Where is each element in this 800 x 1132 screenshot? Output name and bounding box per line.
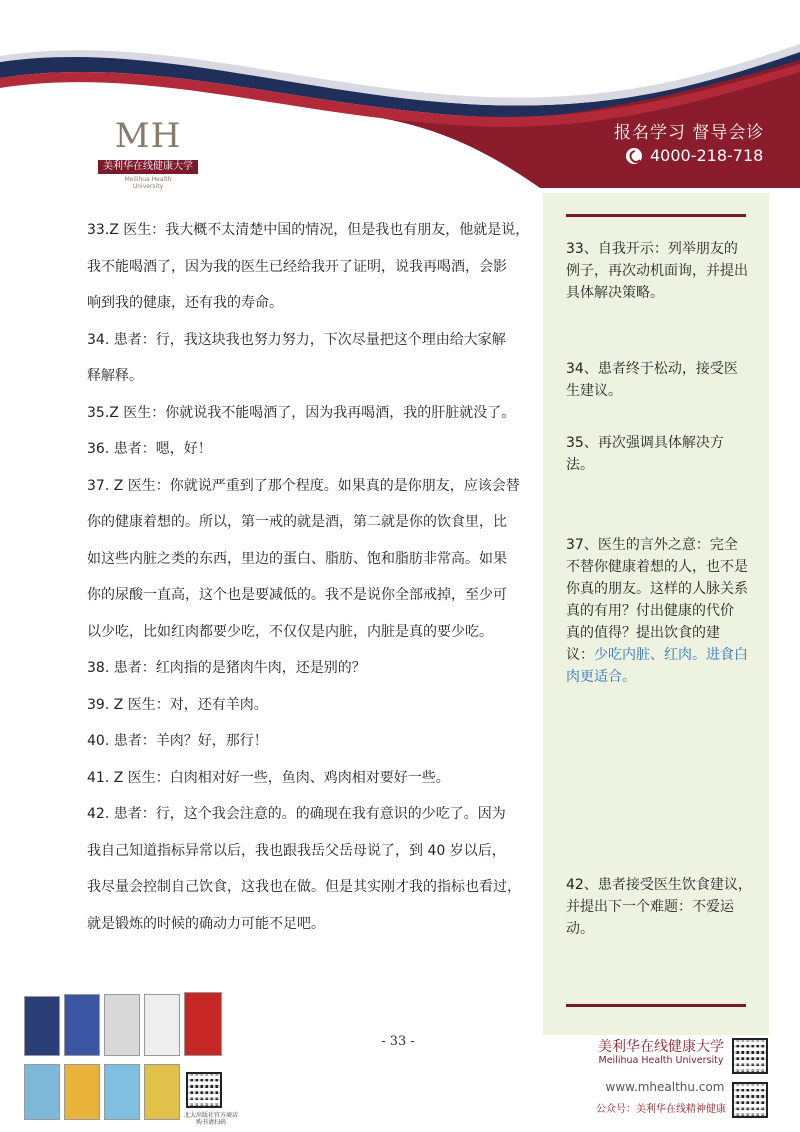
footer-brand: 美利华在线健康大学	[598, 1039, 724, 1055]
note-line: 42、患者接受医生饮食建议，	[566, 877, 752, 893]
dialogue-line: 38. 患者：红肉指的是猪肉牛肉，还是别的？	[87, 660, 366, 676]
note-line: 并提出下一个难题：不爱运	[566, 899, 734, 915]
header-phone	[626, 146, 796, 165]
dialogue-line: 37. Z 医生：你就说严重到了那个程度。如果真的是你朋友，应该会替	[87, 477, 520, 494]
phone-number: 4000-218-718	[650, 146, 764, 165]
qr-code-icon	[732, 1038, 768, 1074]
dialogue-line: 36. 患者：嗯，好！	[87, 441, 212, 457]
note-line: 你真的朋友。这样的人脉关系	[566, 581, 748, 597]
book-cover	[184, 992, 222, 1056]
book-cover	[144, 994, 180, 1056]
footer-wechat: 公众号：美利华在线精神健康	[596, 1104, 726, 1115]
note-37	[566, 534, 756, 688]
dialogue-line: 42. 患者：行，这个我会注意的。的确现在我有意识的少吃了。因为	[87, 806, 506, 822]
note-line: 不替你健康着想的人，也不是	[566, 559, 748, 575]
phone-icon	[626, 148, 642, 164]
dialogue-line: 以少吃，比如红肉都要少吃，不仅仅是内脏，内脏是真的要少吃。	[87, 623, 493, 640]
note-line: 35、再次强调具体解决方	[566, 435, 724, 451]
logo-mark: MH	[114, 116, 182, 156]
dialogue-line: 响到我的健康，还有我的寿命。	[87, 295, 283, 311]
book-cover	[24, 1064, 60, 1120]
note-line: 37、医生的言外之意：完全	[566, 537, 738, 553]
book-cover	[24, 996, 60, 1056]
note-line: 34、患者终于松动，接受医	[566, 361, 738, 377]
book-cover	[144, 1064, 180, 1120]
qr-code-icon	[732, 1082, 768, 1118]
dialogue-line: 34. 患者：行，我这块我也努力努力，下次尽量把这个理由给大家解	[87, 331, 506, 348]
page-header	[0, 0, 800, 200]
qr-caption: 北大出版社官方商店 购书请扫码	[183, 1112, 238, 1126]
dialogue-line: 41. Z 医生：白肉相对好一些，鱼肉、鸡肉相对要好一些。	[87, 769, 450, 786]
dialogue-line: 就是锻炼的时候的确动力可能不足吧。	[87, 915, 325, 932]
book-cover	[104, 994, 140, 1056]
dialogue-line: 释解释。	[87, 368, 143, 384]
note-line: 例子，再次动机面询，并提出	[566, 263, 748, 279]
note-line: 33、自我开示：列举朋友的	[566, 241, 738, 257]
note-line: 具体解决策略。	[566, 285, 664, 301]
sidebar-top-rule	[566, 214, 746, 217]
qr-code-icon	[186, 1072, 222, 1108]
note-line: 生建议。	[566, 383, 622, 399]
page-number: - 33 -	[381, 1034, 415, 1049]
book-cover	[104, 1064, 140, 1120]
note-42	[566, 874, 756, 940]
dialogue-line: 40. 患者：羊肉？好，那行！	[87, 733, 268, 749]
logo-band-text: 美利华在线健康大学	[98, 160, 198, 174]
sidebar-bottom-rule	[566, 1004, 746, 1007]
logo-subtitle: Meilihua Health University	[124, 176, 172, 190]
note-line	[566, 644, 756, 666]
header-slogan: 报名学习 督导会诊	[614, 123, 765, 143]
note-highlight: 肉更适合。	[566, 669, 636, 685]
footer-url: www.mhealthu.com	[605, 1080, 725, 1094]
dialogue-line: 如这些内脏之类的东西，里边的蛋白、脂肪、饱和脂肪非常高。如果	[87, 550, 507, 567]
footer-brand-en: Meilihua Health University	[598, 1055, 724, 1066]
book-cover	[64, 1064, 100, 1120]
note-line: 真的有用？付出健康的代价	[566, 603, 734, 619]
book-cover	[64, 994, 100, 1056]
dialogue-line: 我自己知道指标异常以后，我也跟我岳父岳母说了，到 40 岁以后，	[87, 842, 506, 859]
note-33	[566, 238, 756, 304]
note-34	[566, 358, 756, 402]
dialogue-line: 你的尿酸一直高，这个也是要减低的。我不是说你全部戒掉，至少可	[87, 587, 507, 603]
note-highlight: 少吃内脏、红肉。进食白	[594, 647, 748, 663]
dialogue-line: 我尽量会控制自己饮食，这我也在做。但是其实刚才我的指标也看过，	[87, 879, 521, 895]
dialogue-body	[87, 212, 532, 942]
dialogue-line: 35.Z 医生：你就说我不能喝酒了，因为我再喝酒，我的肝脏就没了。	[87, 404, 516, 421]
note-line: 动。	[566, 921, 594, 937]
dialogue-line: 33.Z 医生：我大概不太清楚中国的情况，但是我也有朋友，他就是说，	[87, 222, 530, 238]
dialogue-line: 我不能喝酒了，因为我的医生已经给我开了证明，说我再喝酒，会影	[87, 258, 507, 275]
note-text: 议：	[566, 647, 594, 663]
note-line: 真的值得？提出饮食的建	[566, 625, 720, 641]
dialogue-line: 39. Z 医生：对，还有羊肉。	[87, 696, 268, 713]
note-35	[566, 432, 756, 476]
note-line: 法。	[566, 457, 594, 473]
dialogue-line: 你的健康着想的。所以，第一戒的就是酒，第二就是你的饮食里，比	[87, 514, 507, 530]
mh-logo	[98, 112, 198, 192]
